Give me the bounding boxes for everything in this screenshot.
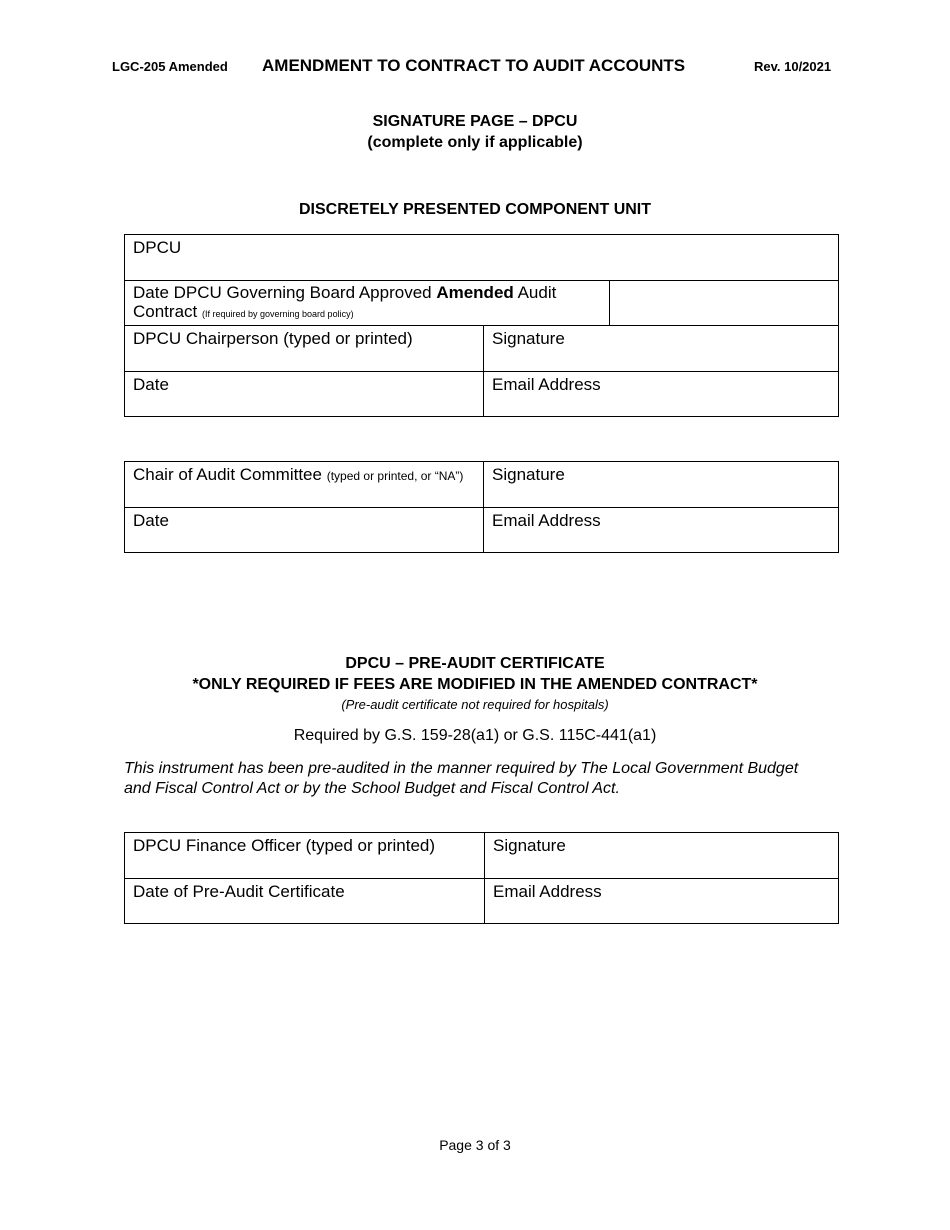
chairperson-date-field[interactable] [125, 372, 484, 417]
dpcu-name-field[interactable] [125, 235, 839, 281]
audit-committee-table [124, 461, 839, 553]
date-label: Date [133, 375, 169, 394]
pre-audit-requirement: *ONLY REQUIRED IF FEES ARE MODIFIED IN THE AMENDED CONTRACT* [192, 676, 758, 693]
chairperson-email-field[interactable] [484, 372, 839, 417]
email-label: Email Address [492, 375, 601, 394]
pre-audit-note: (Pre-audit certificate not required for hospitals) [341, 697, 609, 712]
revision-date: Rev. 10/2021 [754, 59, 832, 74]
pre-audit-statute: Required by G.S. 159-28(a1) or G.S. 115C-441(a1) [293, 727, 657, 744]
form-id: LGC-205 Amended [112, 59, 228, 74]
board-approval-label-cell [125, 281, 610, 326]
chairperson-label: DPCU Chairperson (typed or printed) [133, 329, 413, 348]
pre-audit-date-field[interactable] [125, 879, 485, 924]
document-title: AMENDMENT TO CONTRACT TO AUDIT ACCOUNTS [262, 56, 686, 75]
board-date-label-line2: Contract [133, 302, 198, 321]
audit-chair-field[interactable] [125, 462, 484, 508]
board-date-label-post: Audit [513, 283, 557, 302]
chairperson-field[interactable] [125, 326, 484, 372]
amended-bold: Amended [436, 283, 514, 302]
date-label: Date [133, 511, 169, 530]
audit-chair-signature-field[interactable] [484, 462, 839, 508]
chairperson-signature-field[interactable] [484, 326, 839, 372]
email-label: Email Address [493, 882, 602, 901]
finance-officer-field[interactable] [125, 833, 485, 879]
finance-officer-label: DPCU Finance Officer (typed or printed) [133, 836, 436, 855]
finance-officer-table [124, 832, 839, 924]
signature-label: Signature [492, 465, 565, 484]
finance-officer-email-field[interactable] [485, 879, 839, 924]
signature-label: Signature [493, 836, 566, 855]
signature-label: Signature [492, 329, 565, 348]
pre-audit-title: DPCU – PRE-AUDIT CERTIFICATE [345, 655, 605, 672]
dpcu-label: DPCU [133, 238, 182, 257]
email-label: Email Address [492, 511, 601, 530]
page-number: Page 3 of 3 [439, 1137, 511, 1153]
pre-audit-date-label: Date of Pre-Audit Certificate [133, 882, 345, 901]
board-approval-date-field[interactable] [610, 281, 839, 326]
dpcu-section-heading: DISCRETELY PRESENTED COMPONENT UNIT [298, 201, 652, 218]
audit-chair-email-field[interactable] [484, 508, 839, 553]
dpcu-table [124, 234, 839, 417]
board-date-label: Date DPCU Governing Board Approved [133, 283, 437, 302]
pre-audit-statement: This instrument has been pre-audited in the manner required by The Local Government Budget and Fiscal Control Act or by the School Budget and Fiscal Control Act. [124, 760, 799, 797]
board-date-note: (If required by governing board policy) [201, 309, 354, 319]
audit-chair-date-field[interactable] [125, 508, 484, 553]
signature-page-title: SIGNATURE PAGE – DPCU [372, 113, 578, 130]
finance-officer-signature-field[interactable] [485, 833, 839, 879]
audit-chair-note: (typed or printed, or “NA”) [326, 469, 464, 483]
audit-chair-label: Chair of Audit Committee [133, 465, 322, 484]
signature-page-subtitle: (complete only if applicable) [367, 134, 583, 151]
